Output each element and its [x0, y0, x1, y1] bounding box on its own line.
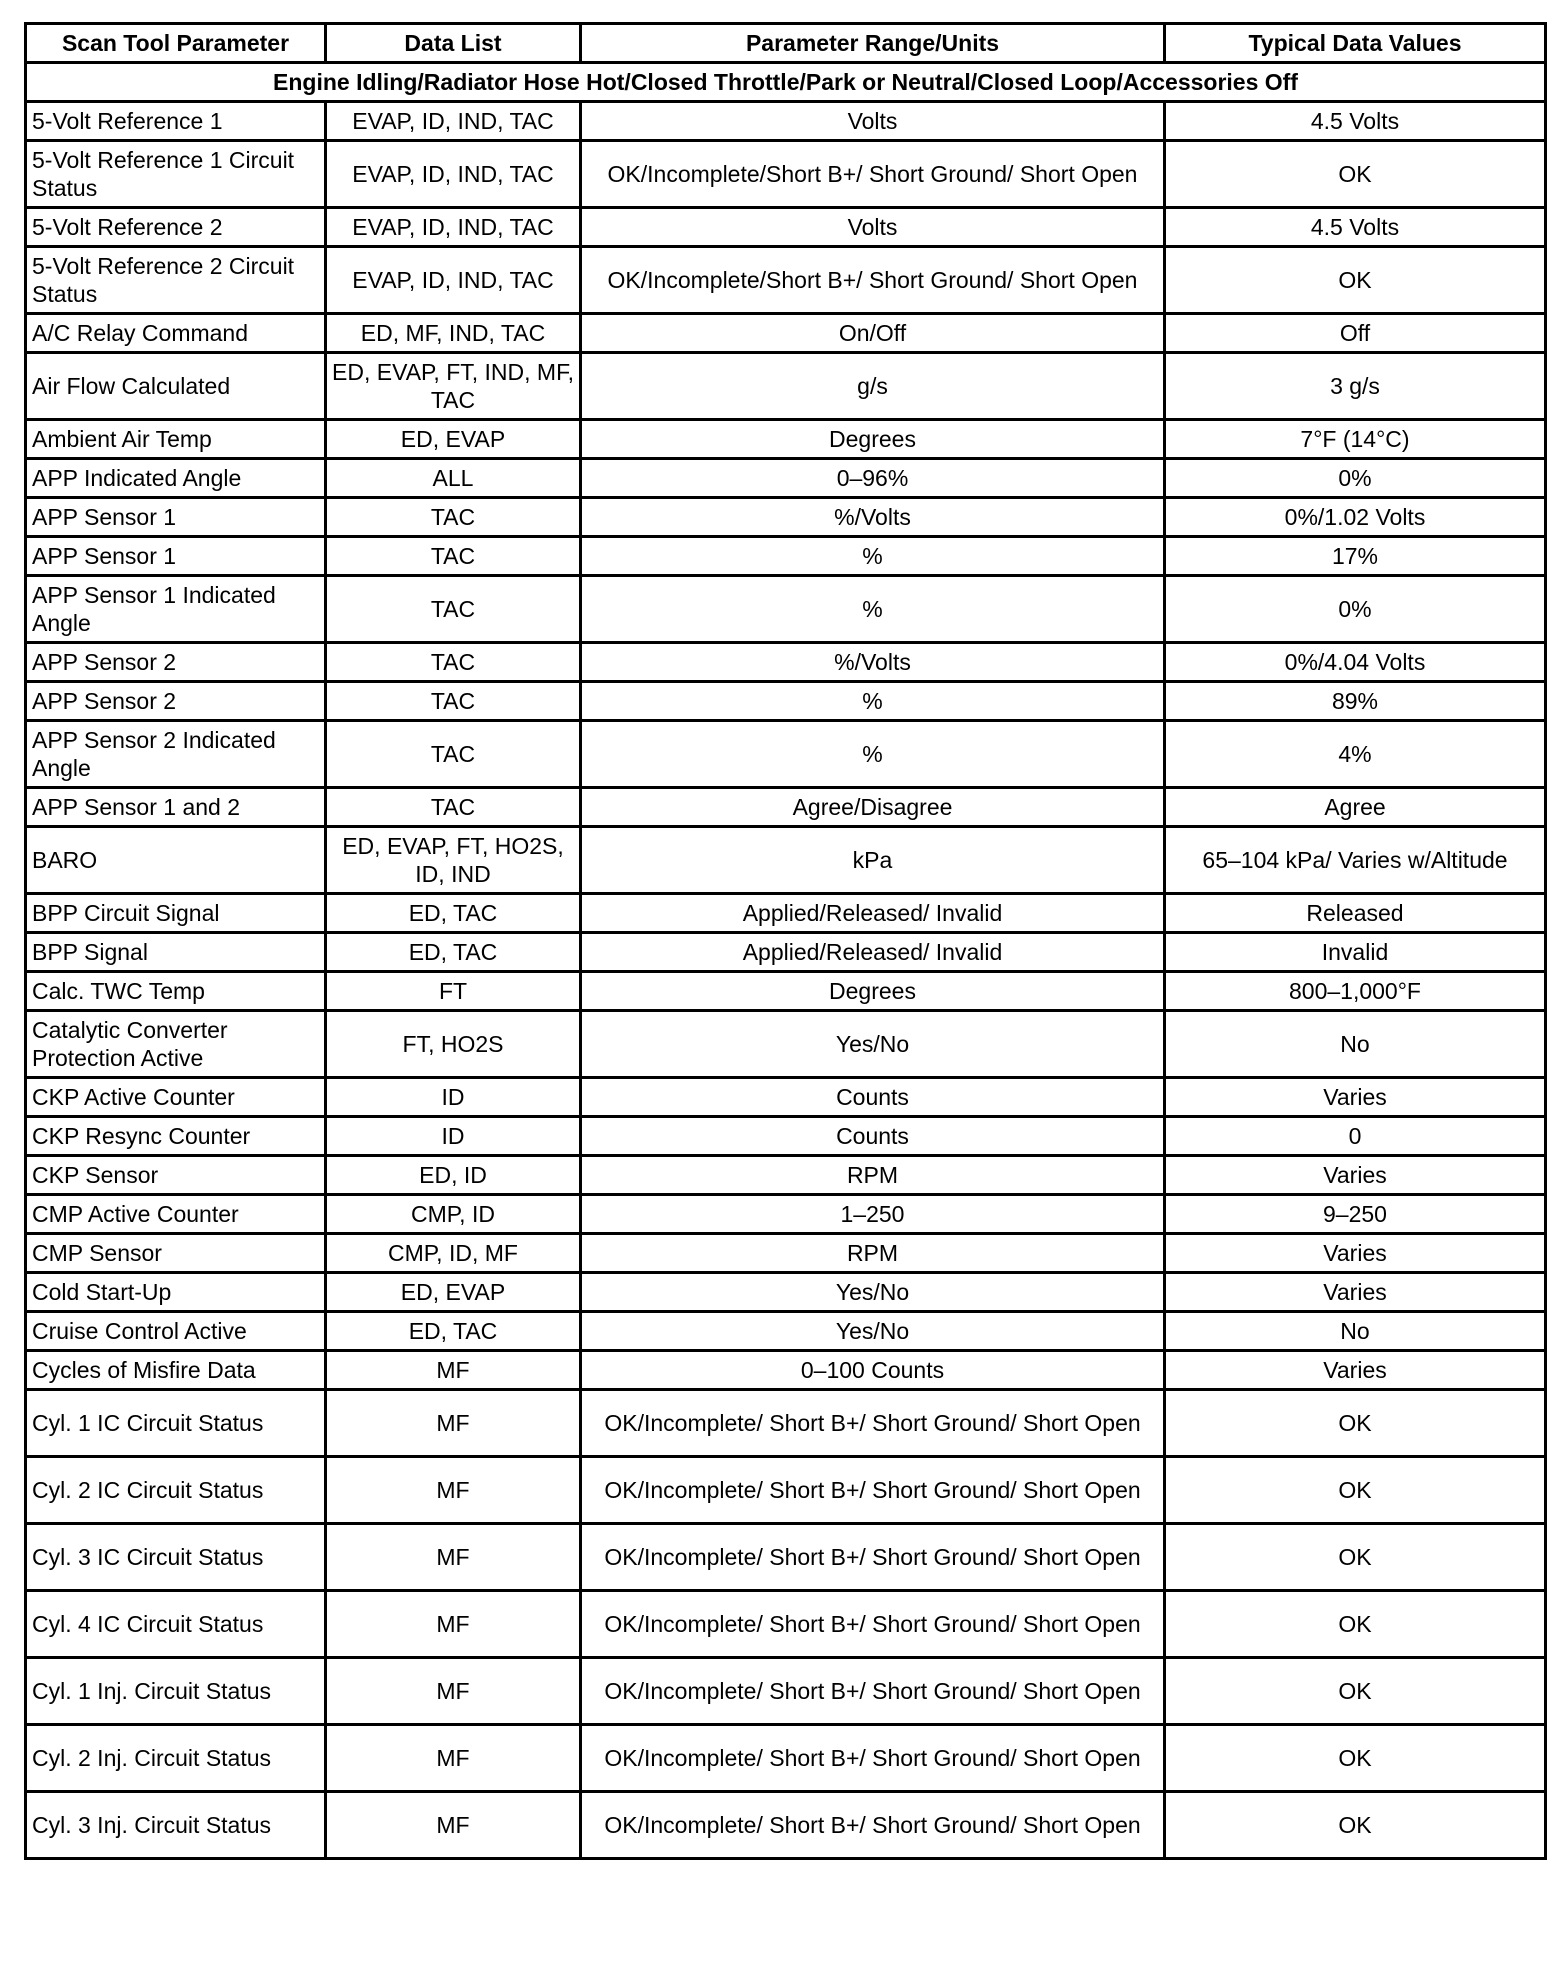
parameter-cell: CKP Sensor — [26, 1156, 326, 1195]
data-list-cell: EVAP, ID, IND, TAC — [326, 102, 581, 141]
parameter-cell: 5-Volt Reference 2 Circuit Status — [26, 247, 326, 314]
table-row — [26, 1117, 1546, 1156]
header-data-list: Data List — [326, 24, 581, 63]
typical-value-cell: 89% — [1165, 682, 1546, 721]
data-list-cell: ED, MF, IND, TAC — [326, 314, 581, 353]
table-row — [26, 1156, 1546, 1195]
operating-condition: Engine Idling/Radiator Hose Hot/Closed Throttle/Park or Neutral/Closed Loop/Accessories Off — [26, 63, 1546, 102]
range-units-cell: Yes/No — [581, 1273, 1165, 1312]
range-units-cell: % — [581, 721, 1165, 788]
typical-value-cell: 0 — [1165, 1117, 1546, 1156]
range-units-cell: Applied/Released/ Invalid — [581, 933, 1165, 972]
table-row — [26, 576, 1546, 643]
table-row — [26, 420, 1546, 459]
data-list-cell: MF — [326, 1351, 581, 1390]
range-units-cell: On/Off — [581, 314, 1165, 353]
parameter-cell: Cyl. 4 IC Circuit Status — [26, 1591, 326, 1658]
typical-value-cell: 0% — [1165, 576, 1546, 643]
range-units-cell: OK/Incomplete/ Short B+/ Short Ground/ Short Open — [581, 1457, 1165, 1524]
data-list-cell: ED, TAC — [326, 894, 581, 933]
range-units-cell: OK/Incomplete/ Short B+/ Short Ground/ Short Open — [581, 1591, 1165, 1658]
range-units-cell: OK/Incomplete/ Short B+/ Short Ground/ Short Open — [581, 1658, 1165, 1725]
typical-value-cell: Released — [1165, 894, 1546, 933]
data-list-cell: MF — [326, 1524, 581, 1591]
range-units-cell: Degrees — [581, 972, 1165, 1011]
parameter-cell: Cold Start-Up — [26, 1273, 326, 1312]
parameter-cell: CMP Sensor — [26, 1234, 326, 1273]
parameter-cell: Calc. TWC Temp — [26, 972, 326, 1011]
data-list-cell: MF — [326, 1792, 581, 1859]
range-units-cell: % — [581, 576, 1165, 643]
range-units-cell: g/s — [581, 353, 1165, 420]
typical-value-cell: 0%/1.02 Volts — [1165, 498, 1546, 537]
table-row — [26, 353, 1546, 420]
parameter-cell: CMP Active Counter — [26, 1195, 326, 1234]
table-row — [26, 1390, 1546, 1457]
typical-value-cell: 4% — [1165, 721, 1546, 788]
range-units-cell: 0–96% — [581, 459, 1165, 498]
typical-value-cell: 800–1,000°F — [1165, 972, 1546, 1011]
data-list-cell: FT, HO2S — [326, 1011, 581, 1078]
data-list-cell: ED, EVAP, FT, IND, MF, TAC — [326, 353, 581, 420]
table-row — [26, 141, 1546, 208]
typical-value-cell: Invalid — [1165, 933, 1546, 972]
typical-value-cell: Varies — [1165, 1273, 1546, 1312]
range-units-cell: Counts — [581, 1117, 1165, 1156]
table-row — [26, 682, 1546, 721]
parameter-cell: Air Flow Calculated — [26, 353, 326, 420]
data-list-cell: ID — [326, 1078, 581, 1117]
parameter-cell: APP Sensor 2 — [26, 682, 326, 721]
parameter-cell: APP Sensor 2 Indicated Angle — [26, 721, 326, 788]
parameter-cell: APP Sensor 2 — [26, 643, 326, 682]
data-list-cell: TAC — [326, 788, 581, 827]
parameter-cell: A/C Relay Command — [26, 314, 326, 353]
typical-value-cell: Varies — [1165, 1234, 1546, 1273]
range-units-cell: %/Volts — [581, 498, 1165, 537]
scan-tool-data-table — [24, 22, 1547, 1860]
range-units-cell: OK/Incomplete/ Short B+/ Short Ground/ Short Open — [581, 1390, 1165, 1457]
table-row — [26, 102, 1546, 141]
typical-value-cell: OK — [1165, 1725, 1546, 1792]
range-units-cell: Volts — [581, 208, 1165, 247]
parameter-cell: 5-Volt Reference 2 — [26, 208, 326, 247]
table-row — [26, 1078, 1546, 1117]
table-row — [26, 1792, 1546, 1859]
data-list-cell: EVAP, ID, IND, TAC — [326, 247, 581, 314]
table-row — [26, 1725, 1546, 1792]
data-list-cell: ED, EVAP — [326, 1273, 581, 1312]
parameter-cell: BARO — [26, 827, 326, 894]
typical-value-cell: Agree — [1165, 788, 1546, 827]
table-row — [26, 1234, 1546, 1273]
data-list-cell: MF — [326, 1725, 581, 1792]
table-row — [26, 972, 1546, 1011]
typical-value-cell: 4.5 Volts — [1165, 208, 1546, 247]
data-list-cell: ED, ID — [326, 1156, 581, 1195]
table-row — [26, 933, 1546, 972]
typical-value-cell: 7°F (14°C) — [1165, 420, 1546, 459]
typical-value-cell: OK — [1165, 141, 1546, 208]
range-units-cell: 1–250 — [581, 1195, 1165, 1234]
range-units-cell: kPa — [581, 827, 1165, 894]
parameter-cell: Cyl. 2 IC Circuit Status — [26, 1457, 326, 1524]
range-units-cell: RPM — [581, 1156, 1165, 1195]
typical-value-cell: No — [1165, 1011, 1546, 1078]
parameter-cell: APP Sensor 1 — [26, 498, 326, 537]
data-list-cell: ID — [326, 1117, 581, 1156]
header-parameter-range-units: Parameter Range/Units — [581, 24, 1165, 63]
table-row — [26, 1658, 1546, 1725]
typical-value-cell: OK — [1165, 1524, 1546, 1591]
parameter-cell: Ambient Air Temp — [26, 420, 326, 459]
table-row — [26, 1195, 1546, 1234]
data-list-cell: ED, EVAP, FT, HO2S, ID, IND — [326, 827, 581, 894]
parameter-cell: Catalytic Converter Protection Active — [26, 1011, 326, 1078]
typical-value-cell: OK — [1165, 1658, 1546, 1725]
parameter-cell: BPP Circuit Signal — [26, 894, 326, 933]
table-row — [26, 537, 1546, 576]
typical-value-cell: Off — [1165, 314, 1546, 353]
parameter-cell: CKP Active Counter — [26, 1078, 326, 1117]
parameter-cell: Cyl. 3 IC Circuit Status — [26, 1524, 326, 1591]
data-list-cell: ALL — [326, 459, 581, 498]
typical-value-cell: 0% — [1165, 459, 1546, 498]
typical-value-cell: OK — [1165, 1457, 1546, 1524]
data-list-cell: TAC — [326, 537, 581, 576]
table-row — [26, 459, 1546, 498]
data-list-cell: ED, EVAP — [326, 420, 581, 459]
table-row — [26, 721, 1546, 788]
table-row — [26, 1524, 1546, 1591]
range-units-cell: Degrees — [581, 420, 1165, 459]
header-scan-tool-parameter: Scan Tool Parameter — [26, 24, 326, 63]
typical-value-cell: OK — [1165, 247, 1546, 314]
table-row — [26, 498, 1546, 537]
parameter-cell: Cycles of Misfire Data — [26, 1351, 326, 1390]
data-list-cell: MF — [326, 1591, 581, 1658]
data-list-cell: FT — [326, 972, 581, 1011]
typical-value-cell: 17% — [1165, 537, 1546, 576]
range-units-cell: Yes/No — [581, 1011, 1165, 1078]
data-list-cell: TAC — [326, 721, 581, 788]
condition-row — [26, 63, 1546, 102]
range-units-cell: RPM — [581, 1234, 1165, 1273]
data-list-cell: TAC — [326, 498, 581, 537]
data-list-cell: CMP, ID, MF — [326, 1234, 581, 1273]
parameter-cell: APP Sensor 1 and 2 — [26, 788, 326, 827]
parameter-cell: 5-Volt Reference 1 — [26, 102, 326, 141]
range-units-cell: Yes/No — [581, 1312, 1165, 1351]
data-list-cell: MF — [326, 1457, 581, 1524]
typical-value-cell: 4.5 Volts — [1165, 102, 1546, 141]
range-units-cell: Counts — [581, 1078, 1165, 1117]
table-row — [26, 1457, 1546, 1524]
parameter-cell: BPP Signal — [26, 933, 326, 972]
parameter-cell: Cyl. 3 Inj. Circuit Status — [26, 1792, 326, 1859]
typical-value-cell: 0%/4.04 Volts — [1165, 643, 1546, 682]
table-row — [26, 314, 1546, 353]
typical-value-cell: OK — [1165, 1591, 1546, 1658]
parameter-cell: CKP Resync Counter — [26, 1117, 326, 1156]
range-units-cell: OK/Incomplete/Short B+/ Short Ground/ Short Open — [581, 247, 1165, 314]
data-list-cell: MF — [326, 1390, 581, 1457]
range-units-cell: OK/Incomplete/Short B+/ Short Ground/ Short Open — [581, 141, 1165, 208]
range-units-cell: Applied/Released/ Invalid — [581, 894, 1165, 933]
range-units-cell: 0–100 Counts — [581, 1351, 1165, 1390]
data-list-cell: TAC — [326, 576, 581, 643]
parameter-cell: APP Indicated Angle — [26, 459, 326, 498]
range-units-cell: Agree/Disagree — [581, 788, 1165, 827]
typical-value-cell: OK — [1165, 1792, 1546, 1859]
data-list-cell: CMP, ID — [326, 1195, 581, 1234]
table-row — [26, 643, 1546, 682]
header-row — [26, 24, 1546, 63]
data-list-cell: MF — [326, 1658, 581, 1725]
table-row — [26, 247, 1546, 314]
table-row — [26, 208, 1546, 247]
typical-value-cell: OK — [1165, 1390, 1546, 1457]
range-units-cell: Volts — [581, 102, 1165, 141]
table-row — [26, 788, 1546, 827]
range-units-cell: OK/Incomplete/ Short B+/ Short Ground/ Short Open — [581, 1524, 1165, 1591]
parameter-cell: APP Sensor 1 — [26, 537, 326, 576]
range-units-cell: % — [581, 537, 1165, 576]
table-row — [26, 1273, 1546, 1312]
table-row — [26, 827, 1546, 894]
typical-value-cell: Varies — [1165, 1156, 1546, 1195]
table-row — [26, 1351, 1546, 1390]
table-body — [26, 63, 1546, 1859]
typical-value-cell: 65–104 kPa/ Varies w/Altitude — [1165, 827, 1546, 894]
data-list-cell: ED, TAC — [326, 933, 581, 972]
table-row — [26, 1312, 1546, 1351]
typical-value-cell: 9–250 — [1165, 1195, 1546, 1234]
typical-value-cell: No — [1165, 1312, 1546, 1351]
range-units-cell: %/Volts — [581, 643, 1165, 682]
parameter-cell: Cyl. 1 Inj. Circuit Status — [26, 1658, 326, 1725]
parameter-cell: Cruise Control Active — [26, 1312, 326, 1351]
range-units-cell: OK/Incomplete/ Short B+/ Short Ground/ Short Open — [581, 1725, 1165, 1792]
parameter-cell: Cyl. 2 Inj. Circuit Status — [26, 1725, 326, 1792]
data-list-cell: TAC — [326, 643, 581, 682]
data-list-cell: ED, TAC — [326, 1312, 581, 1351]
typical-value-cell: Varies — [1165, 1351, 1546, 1390]
parameter-cell: APP Sensor 1 Indicated Angle — [26, 576, 326, 643]
table-row — [26, 1011, 1546, 1078]
table-row — [26, 1591, 1546, 1658]
parameter-cell: 5-Volt Reference 1 Circuit Status — [26, 141, 326, 208]
range-units-cell: OK/Incomplete/ Short B+/ Short Ground/ Short Open — [581, 1792, 1165, 1859]
parameter-cell: Cyl. 1 IC Circuit Status — [26, 1390, 326, 1457]
typical-value-cell: Varies — [1165, 1078, 1546, 1117]
data-list-cell: EVAP, ID, IND, TAC — [326, 208, 581, 247]
table-row — [26, 894, 1546, 933]
data-list-cell: TAC — [326, 682, 581, 721]
typical-value-cell: 3 g/s — [1165, 353, 1546, 420]
header-typical-data-values: Typical Data Values — [1165, 24, 1546, 63]
data-list-cell: EVAP, ID, IND, TAC — [326, 141, 581, 208]
range-units-cell: % — [581, 682, 1165, 721]
